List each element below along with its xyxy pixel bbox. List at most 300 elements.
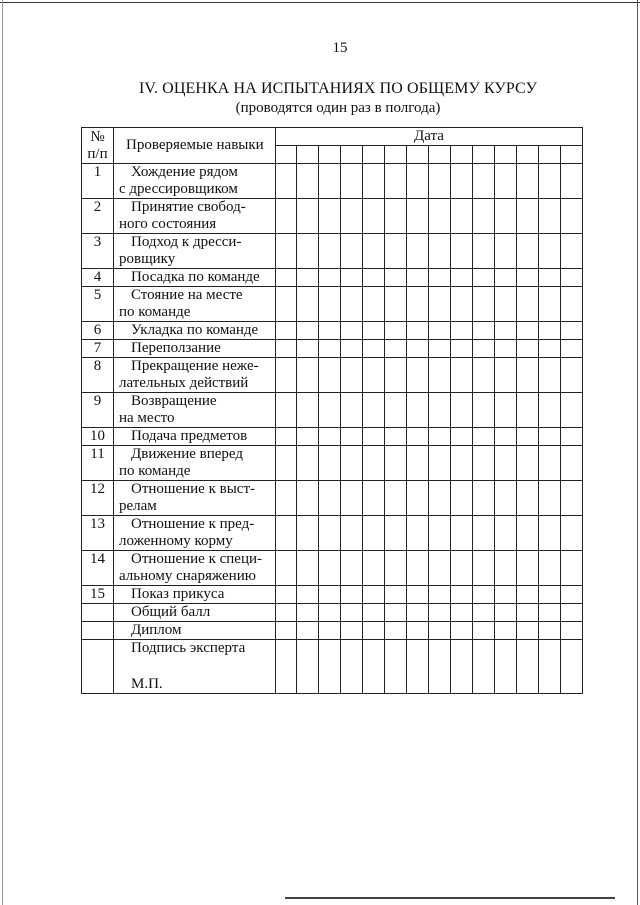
date-score-cell[interactable] [473, 164, 495, 199]
date-score-cell[interactable] [561, 428, 583, 446]
date-score-cell[interactable] [495, 393, 517, 428]
skill-name [114, 481, 276, 516]
date-score-cell[interactable] [561, 164, 583, 199]
date-score-cell[interactable] [429, 322, 451, 340]
date-score-cell[interactable] [276, 604, 297, 622]
date-score-cell[interactable] [561, 340, 583, 358]
date-score-cell[interactable] [407, 551, 429, 586]
date-score-cell[interactable] [561, 622, 583, 640]
date-score-cell[interactable] [341, 516, 363, 551]
date-score-cell[interactable] [495, 586, 517, 604]
date-score-cell[interactable] [276, 516, 297, 551]
skill-name-line1: Хождение рядом [131, 164, 238, 180]
date-score-cell[interactable] [451, 604, 473, 622]
date-score-cell[interactable] [539, 586, 561, 604]
date-score-cell[interactable] [539, 234, 561, 269]
date-score-cell[interactable] [385, 164, 407, 199]
date-score-cell[interactable] [363, 340, 385, 358]
date-score-cell[interactable] [473, 340, 495, 358]
date-score-cell[interactable] [407, 428, 429, 446]
date-score-cell[interactable] [276, 269, 297, 287]
date-score-cell[interactable] [319, 428, 341, 446]
date-score-cell[interactable] [495, 481, 517, 516]
date-score-cell[interactable] [451, 358, 473, 393]
page-edge-left [2, 0, 3, 905]
date-score-cell[interactable] [385, 622, 407, 640]
date-score-cell[interactable] [319, 322, 341, 340]
date-score-cell[interactable] [319, 199, 341, 234]
date-score-cell[interactable] [451, 622, 473, 640]
date-score-cell[interactable] [363, 622, 385, 640]
date-score-cell[interactable] [473, 481, 495, 516]
signature-date-cell[interactable] [561, 640, 583, 694]
date-score-cell[interactable] [319, 622, 341, 640]
skill-name [114, 586, 276, 604]
date-score-cell[interactable] [429, 586, 451, 604]
date-score-cell[interactable] [276, 164, 297, 199]
skill-name-line2: альному снаряжению [119, 568, 256, 584]
date-score-cell[interactable] [473, 287, 495, 322]
date-score-cell[interactable] [385, 234, 407, 269]
date-score-cell[interactable] [473, 551, 495, 586]
skill-name-line2: с дрессировщиком [119, 181, 238, 197]
date-score-cell[interactable] [319, 234, 341, 269]
date-subheader-cell [429, 146, 451, 164]
date-score-cell[interactable] [517, 446, 539, 481]
date-score-cell[interactable] [451, 269, 473, 287]
date-score-cell[interactable] [451, 516, 473, 551]
date-score-cell[interactable] [539, 604, 561, 622]
date-score-cell[interactable] [517, 516, 539, 551]
date-score-cell[interactable] [341, 322, 363, 340]
date-score-cell[interactable] [429, 199, 451, 234]
date-score-cell[interactable] [319, 481, 341, 516]
date-score-cell[interactable] [539, 446, 561, 481]
date-score-cell[interactable] [451, 199, 473, 234]
skill-name-line2: ного состояния [119, 216, 217, 232]
date-score-cell[interactable] [363, 199, 385, 234]
signature-date-cell[interactable] [451, 640, 473, 694]
date-score-cell[interactable] [561, 234, 583, 269]
date-score-cell[interactable] [341, 428, 363, 446]
date-score-cell[interactable] [319, 446, 341, 481]
date-score-cell[interactable] [297, 481, 319, 516]
date-score-cell[interactable] [561, 269, 583, 287]
date-score-cell[interactable] [276, 322, 297, 340]
date-score-cell[interactable] [517, 586, 539, 604]
date-score-cell[interactable] [276, 234, 297, 269]
date-score-cell[interactable] [297, 446, 319, 481]
date-score-cell[interactable] [297, 287, 319, 322]
date-score-cell[interactable] [363, 269, 385, 287]
date-score-cell[interactable] [451, 481, 473, 516]
date-score-cell[interactable] [451, 340, 473, 358]
date-score-cell[interactable] [473, 622, 495, 640]
date-score-cell[interactable] [319, 393, 341, 428]
date-score-cell[interactable] [297, 269, 319, 287]
date-score-cell[interactable] [473, 516, 495, 551]
date-score-cell[interactable] [495, 604, 517, 622]
date-score-cell[interactable] [473, 269, 495, 287]
stamp-label: М.П. [131, 676, 163, 692]
date-score-cell[interactable] [341, 446, 363, 481]
date-score-cell[interactable] [276, 551, 297, 586]
date-score-cell[interactable] [319, 164, 341, 199]
date-score-cell[interactable] [451, 551, 473, 586]
date-score-cell[interactable] [385, 199, 407, 234]
date-score-cell[interactable] [407, 604, 429, 622]
date-score-cell[interactable] [319, 551, 341, 586]
date-score-cell[interactable] [517, 164, 539, 199]
date-score-cell[interactable] [539, 358, 561, 393]
date-score-cell[interactable] [539, 322, 561, 340]
signature-date-cell[interactable] [517, 640, 539, 694]
date-score-cell[interactable] [517, 340, 539, 358]
date-score-cell[interactable] [363, 446, 385, 481]
row-number: 13 [82, 516, 114, 551]
date-score-cell[interactable] [363, 516, 385, 551]
date-score-cell[interactable] [341, 358, 363, 393]
date-score-cell[interactable] [517, 287, 539, 322]
date-score-cell[interactable] [297, 586, 319, 604]
date-score-cell[interactable] [473, 393, 495, 428]
date-score-cell[interactable] [539, 393, 561, 428]
date-score-cell[interactable] [341, 199, 363, 234]
date-score-cell[interactable] [385, 358, 407, 393]
date-score-cell[interactable] [276, 481, 297, 516]
date-score-cell[interactable] [363, 358, 385, 393]
date-score-cell[interactable] [495, 622, 517, 640]
date-score-cell[interactable] [451, 164, 473, 199]
date-score-cell[interactable] [319, 586, 341, 604]
table-row [82, 234, 583, 269]
date-score-cell[interactable] [473, 586, 495, 604]
date-score-cell[interactable] [385, 586, 407, 604]
date-score-cell[interactable] [385, 340, 407, 358]
date-score-cell[interactable] [385, 322, 407, 340]
row-number: 9 [82, 393, 114, 428]
date-score-cell[interactable] [429, 516, 451, 551]
row-number: 6 [82, 322, 114, 340]
date-score-cell[interactable] [429, 234, 451, 269]
date-score-cell[interactable] [517, 322, 539, 340]
date-score-cell[interactable] [407, 446, 429, 481]
column-header-date: Дата [276, 128, 583, 146]
date-score-cell[interactable] [341, 269, 363, 287]
date-score-cell[interactable] [473, 322, 495, 340]
skill-name-line2: по команде [119, 304, 191, 320]
skill-name-line2: лательных действий [119, 375, 249, 391]
date-score-cell[interactable] [495, 516, 517, 551]
row-number: 1 [82, 164, 114, 199]
date-score-cell[interactable] [451, 428, 473, 446]
date-score-cell[interactable] [385, 551, 407, 586]
date-score-cell[interactable] [297, 428, 319, 446]
date-score-cell[interactable] [363, 428, 385, 446]
skill-name-line1: Общий балл [131, 604, 211, 620]
date-score-cell[interactable] [407, 586, 429, 604]
date-score-cell[interactable] [297, 322, 319, 340]
date-score-cell[interactable] [341, 622, 363, 640]
date-score-cell[interactable] [319, 604, 341, 622]
date-score-cell[interactable] [429, 164, 451, 199]
date-score-cell[interactable] [517, 393, 539, 428]
date-score-cell[interactable] [539, 428, 561, 446]
date-score-cell[interactable] [517, 234, 539, 269]
evaluation-table-body [82, 164, 583, 694]
date-score-cell[interactable] [297, 516, 319, 551]
date-score-cell[interactable] [385, 516, 407, 551]
date-score-cell[interactable] [539, 269, 561, 287]
signature-date-cell[interactable] [319, 640, 341, 694]
date-score-cell[interactable] [297, 393, 319, 428]
skill-name-line1: Укладка по команде [131, 322, 259, 338]
date-score-cell[interactable] [276, 446, 297, 481]
date-score-cell[interactable] [473, 199, 495, 234]
date-score-cell[interactable] [319, 358, 341, 393]
evaluation-table [81, 127, 583, 694]
signature-date-cell[interactable] [495, 640, 517, 694]
date-score-cell[interactable] [341, 481, 363, 516]
skill-name-line2: по команде [119, 463, 191, 479]
date-score-cell[interactable] [407, 358, 429, 393]
date-score-cell[interactable] [451, 446, 473, 481]
date-score-cell[interactable] [276, 393, 297, 428]
date-score-cell[interactable] [407, 481, 429, 516]
date-score-cell[interactable] [495, 322, 517, 340]
date-score-cell[interactable] [539, 164, 561, 199]
date-score-cell[interactable] [297, 199, 319, 234]
skill-name-line1: Переползание [131, 340, 221, 356]
date-score-cell[interactable] [385, 446, 407, 481]
skill-name [114, 358, 276, 393]
date-score-cell[interactable] [495, 164, 517, 199]
date-score-cell[interactable] [363, 604, 385, 622]
date-score-cell[interactable] [297, 551, 319, 586]
date-score-cell[interactable] [429, 358, 451, 393]
date-score-cell[interactable] [561, 446, 583, 481]
date-score-cell[interactable] [539, 340, 561, 358]
date-score-cell[interactable] [407, 622, 429, 640]
date-score-cell[interactable] [319, 269, 341, 287]
section-subtitle: (проводятся один раз в полгода) [235, 100, 441, 116]
date-score-cell[interactable] [363, 551, 385, 586]
date-score-cell[interactable] [297, 622, 319, 640]
date-score-cell[interactable] [276, 340, 297, 358]
date-score-cell[interactable] [276, 199, 297, 234]
date-score-cell[interactable] [407, 269, 429, 287]
date-score-cell[interactable] [276, 287, 297, 322]
date-score-cell[interactable] [561, 287, 583, 322]
date-score-cell[interactable] [451, 287, 473, 322]
date-score-cell[interactable] [539, 481, 561, 516]
date-score-cell[interactable] [517, 604, 539, 622]
date-score-cell[interactable] [517, 358, 539, 393]
date-score-cell[interactable] [297, 164, 319, 199]
date-score-cell[interactable] [473, 358, 495, 393]
row-number [82, 622, 114, 640]
date-score-cell[interactable] [385, 604, 407, 622]
column-header-number-line2: п/п [87, 145, 108, 162]
date-score-cell[interactable] [561, 322, 583, 340]
date-score-cell[interactable] [407, 164, 429, 199]
date-score-cell[interactable] [473, 604, 495, 622]
date-score-cell[interactable] [276, 428, 297, 446]
skill-name [114, 269, 276, 287]
date-score-cell[interactable] [517, 481, 539, 516]
skill-name [114, 322, 276, 340]
date-score-cell[interactable] [473, 446, 495, 481]
table-row [82, 551, 583, 586]
date-score-cell[interactable] [341, 287, 363, 322]
date-score-cell[interactable] [341, 586, 363, 604]
date-subheader-cell [385, 146, 407, 164]
signature-date-cell[interactable] [407, 640, 429, 694]
table-row [82, 622, 583, 640]
date-score-cell[interactable] [429, 428, 451, 446]
signature-date-cell[interactable] [363, 640, 385, 694]
date-score-cell[interactable] [319, 340, 341, 358]
signature-date-cell[interactable] [385, 640, 407, 694]
date-score-cell[interactable] [561, 604, 583, 622]
page-edge-bottom [285, 897, 615, 899]
date-score-cell[interactable] [385, 481, 407, 516]
date-subheader-cell [407, 146, 429, 164]
date-score-cell[interactable] [385, 393, 407, 428]
date-score-cell[interactable] [495, 358, 517, 393]
skill-name-line1: Принятие свобод- [131, 199, 246, 215]
date-score-cell[interactable] [561, 481, 583, 516]
date-score-cell[interactable] [429, 604, 451, 622]
date-score-cell[interactable] [341, 551, 363, 586]
date-score-cell[interactable] [473, 428, 495, 446]
date-score-cell[interactable] [429, 287, 451, 322]
date-score-cell[interactable] [539, 199, 561, 234]
date-score-cell[interactable] [363, 234, 385, 269]
date-score-cell[interactable] [363, 481, 385, 516]
date-score-cell[interactable] [276, 622, 297, 640]
row-number: 14 [82, 551, 114, 586]
date-score-cell[interactable] [385, 269, 407, 287]
date-score-cell[interactable] [561, 586, 583, 604]
signature-date-cell[interactable] [539, 640, 561, 694]
date-score-cell[interactable] [451, 234, 473, 269]
date-score-cell[interactable] [539, 287, 561, 322]
skill-name [114, 516, 276, 551]
date-score-cell[interactable] [341, 234, 363, 269]
signature-number-cell [82, 640, 114, 694]
date-score-cell[interactable] [407, 322, 429, 340]
date-score-cell[interactable] [407, 516, 429, 551]
date-score-cell[interactable] [561, 393, 583, 428]
date-score-cell[interactable] [451, 393, 473, 428]
date-score-cell[interactable] [297, 340, 319, 358]
signature-date-cell[interactable] [429, 640, 451, 694]
date-score-cell[interactable] [495, 551, 517, 586]
date-score-cell[interactable] [561, 516, 583, 551]
date-score-cell[interactable] [385, 428, 407, 446]
date-score-cell[interactable] [561, 199, 583, 234]
signature-date-cell[interactable] [276, 640, 297, 694]
date-score-cell[interactable] [451, 586, 473, 604]
date-score-cell[interactable] [297, 358, 319, 393]
date-score-cell[interactable] [276, 358, 297, 393]
date-score-cell[interactable] [385, 287, 407, 322]
date-score-cell[interactable] [495, 428, 517, 446]
table-row [82, 164, 583, 199]
date-score-cell[interactable] [319, 516, 341, 551]
date-subheader-cell [495, 146, 517, 164]
date-score-cell[interactable] [495, 287, 517, 322]
date-score-cell[interactable] [473, 234, 495, 269]
date-score-cell[interactable] [363, 586, 385, 604]
date-score-cell[interactable] [429, 340, 451, 358]
date-score-cell[interactable] [429, 622, 451, 640]
date-score-cell[interactable] [495, 340, 517, 358]
skill-name-line1: Стояние на месте [131, 287, 243, 303]
date-score-cell[interactable] [495, 199, 517, 234]
date-score-cell[interactable] [429, 551, 451, 586]
date-score-cell[interactable] [539, 516, 561, 551]
date-score-cell[interactable] [341, 393, 363, 428]
date-score-cell[interactable] [297, 234, 319, 269]
date-score-cell[interactable] [407, 199, 429, 234]
date-score-cell[interactable] [341, 604, 363, 622]
date-score-cell[interactable] [539, 551, 561, 586]
signature-date-cell[interactable] [297, 640, 319, 694]
date-score-cell[interactable] [517, 269, 539, 287]
date-score-cell[interactable] [297, 604, 319, 622]
date-score-cell[interactable] [495, 234, 517, 269]
table-row [82, 446, 583, 481]
table-row [82, 340, 583, 358]
date-score-cell[interactable] [341, 164, 363, 199]
date-score-cell[interactable] [407, 287, 429, 322]
date-score-cell[interactable] [429, 269, 451, 287]
row-number: 15 [82, 586, 114, 604]
signature-date-cell[interactable] [341, 640, 363, 694]
skill-name [114, 446, 276, 481]
date-subheader-cell [297, 146, 319, 164]
date-score-cell[interactable] [363, 287, 385, 322]
skill-name-line1: Подача предметов [131, 428, 248, 444]
date-score-cell[interactable] [276, 586, 297, 604]
date-score-cell[interactable] [407, 393, 429, 428]
date-score-cell[interactable] [495, 269, 517, 287]
date-score-cell[interactable] [319, 287, 341, 322]
date-score-cell[interactable] [495, 446, 517, 481]
signature-date-cell[interactable] [473, 640, 495, 694]
date-score-cell[interactable] [429, 393, 451, 428]
date-subheader-cell [341, 146, 363, 164]
date-score-cell[interactable] [363, 393, 385, 428]
date-score-cell[interactable] [429, 481, 451, 516]
date-score-cell[interactable] [429, 446, 451, 481]
date-score-cell[interactable] [363, 164, 385, 199]
date-score-cell[interactable] [407, 234, 429, 269]
date-score-cell[interactable] [517, 199, 539, 234]
date-score-cell[interactable] [517, 428, 539, 446]
date-score-cell[interactable] [407, 340, 429, 358]
date-score-cell[interactable] [539, 622, 561, 640]
date-score-cell[interactable] [517, 551, 539, 586]
date-score-cell[interactable] [451, 322, 473, 340]
date-score-cell[interactable] [517, 622, 539, 640]
date-score-cell[interactable] [561, 551, 583, 586]
date-score-cell[interactable] [363, 322, 385, 340]
date-score-cell[interactable] [561, 358, 583, 393]
date-score-cell[interactable] [341, 340, 363, 358]
